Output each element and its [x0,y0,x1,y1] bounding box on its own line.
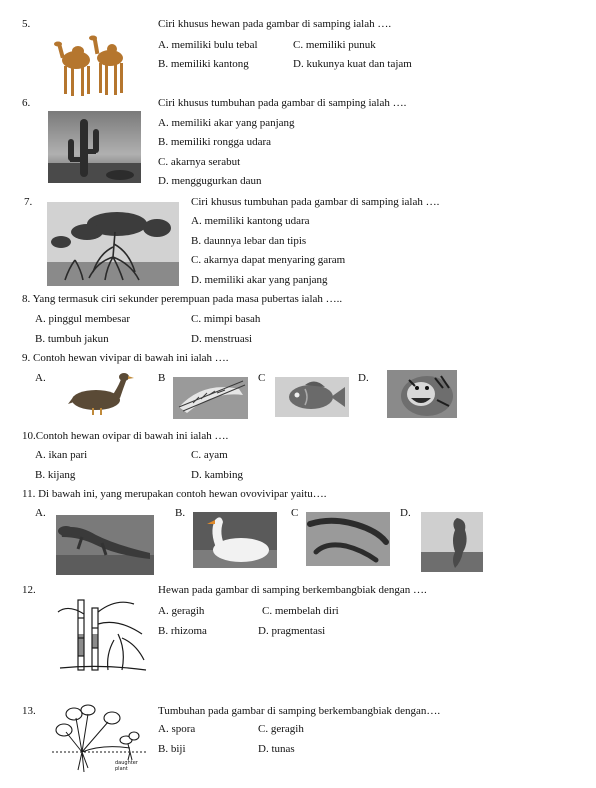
q10-option-b[interactable]: B. kijang [35,469,76,481]
q9-question: 9. Contoh hewan vivipar di bawah ini ialah …. [22,352,229,364]
q5-option-a[interactable]: A. memiliki bulu tebal [158,39,258,51]
sugarcane-image [56,594,148,680]
q10-option-a[interactable]: A. ikan pari [35,449,88,461]
tiger-image[interactable] [387,370,457,418]
q11-option-b[interactable]: B. [175,507,186,519]
q9-option-c[interactable]: C [258,372,266,384]
q7-number: 7. [24,196,33,208]
q5-question: Ciri khusus hewan pada gambar di samping ialah …. [158,18,392,30]
q11-option-a[interactable]: A. [35,507,46,519]
q12-question: Hewan pada gambar di samping berkembangbiak dengan …. [158,584,427,596]
q13-option-c[interactable]: C. geragih [258,723,304,735]
q8-option-a[interactable]: A. pinggul membesar [35,313,131,325]
q9-option-a[interactable]: A. [35,372,46,384]
q5-option-c[interactable]: C. memiliki punuk [293,39,376,51]
lizards-image[interactable] [306,512,390,566]
q6-option-d[interactable]: D. menggugurkan daun [158,175,262,187]
q11-option-d[interactable]: D. [400,507,411,519]
q7-option-b[interactable]: B. daunnya lebar dan tipis [191,235,307,247]
q13-question: Tumbuhan pada gambar di samping berkembangbiak dengan…. [158,705,441,717]
q9-option-b[interactable]: B [158,372,166,384]
q5-option-b[interactable]: B. memiliki kantong [158,58,249,70]
q7-question: Ciri khusus tumbuhan pada gambar di samping ialah …. [191,196,440,208]
q10-option-d[interactable]: D. kambing [191,469,243,481]
cactus-image [48,111,141,183]
q8-option-b[interactable]: B. tumbuh jakun [35,333,109,345]
q5-number: 5. [22,18,31,30]
q5-option-d[interactable]: D. kukunya kuat dan tajam [293,58,412,70]
q13-number: 13. [22,705,36,717]
q11-option-c[interactable]: C [291,507,299,519]
q6-option-b[interactable]: B. memiliki rongga udara [158,136,272,148]
duck-image[interactable] [66,370,136,416]
q9-option-d[interactable]: D. [358,372,369,384]
q8-question: 8. Yang termasuk ciri sekunder perempuan pada masa pubertas ialah ….. [22,293,343,305]
strawberry-plant-image [52,704,148,776]
komodo-image[interactable] [56,515,154,575]
q10-option-c[interactable]: C. ayam [191,449,228,461]
daughter-plant-label: daughter plant [115,760,138,772]
camels-image [52,30,132,100]
q6-option-c[interactable]: C. akarnya serabut [158,156,241,168]
q13-option-d[interactable]: D. tunas [258,743,295,755]
seahorse-image[interactable] [421,512,483,572]
q6-question: Ciri khusus tumbuhan pada gambar di samping ialah …. [158,97,407,109]
q12-option-c[interactable]: C. membelah diri [262,605,339,617]
q6-number: 6. [22,97,31,109]
q13-option-b[interactable]: B. biji [158,743,186,755]
q12-option-a[interactable]: A. geragih [158,605,205,617]
shrimp-image[interactable] [173,377,248,419]
q11-question: 11. Di bawah ini, yang merupakan contoh hewan ovovivipar yaitu…. [22,488,327,500]
q12-option-b[interactable]: B. rhizoma [158,625,207,637]
fish-image[interactable] [275,377,349,417]
swan-image[interactable] [193,512,277,568]
q7-option-c[interactable]: C. akarnya dapat menyaring garam [191,254,346,266]
q12-number: 12. [22,584,36,596]
q7-option-a[interactable]: A. memiliki kantong udara [191,215,310,227]
q12-option-d[interactable]: D. pragmentasi [258,625,326,637]
mangrove-image [47,202,179,286]
q10-question: 10.Contoh hewan ovipar di bawah ini ialah …. [22,430,229,442]
q6-option-a[interactable]: A. memiliki akar yang panjang [158,117,295,129]
q8-option-c[interactable]: C. mimpi basah [191,313,261,325]
q13-option-a[interactable]: A. spora [158,723,196,735]
q7-option-d[interactable]: D. memiliki akar yang panjang [191,274,328,286]
q8-option-d[interactable]: D. menstruasi [191,333,253,345]
